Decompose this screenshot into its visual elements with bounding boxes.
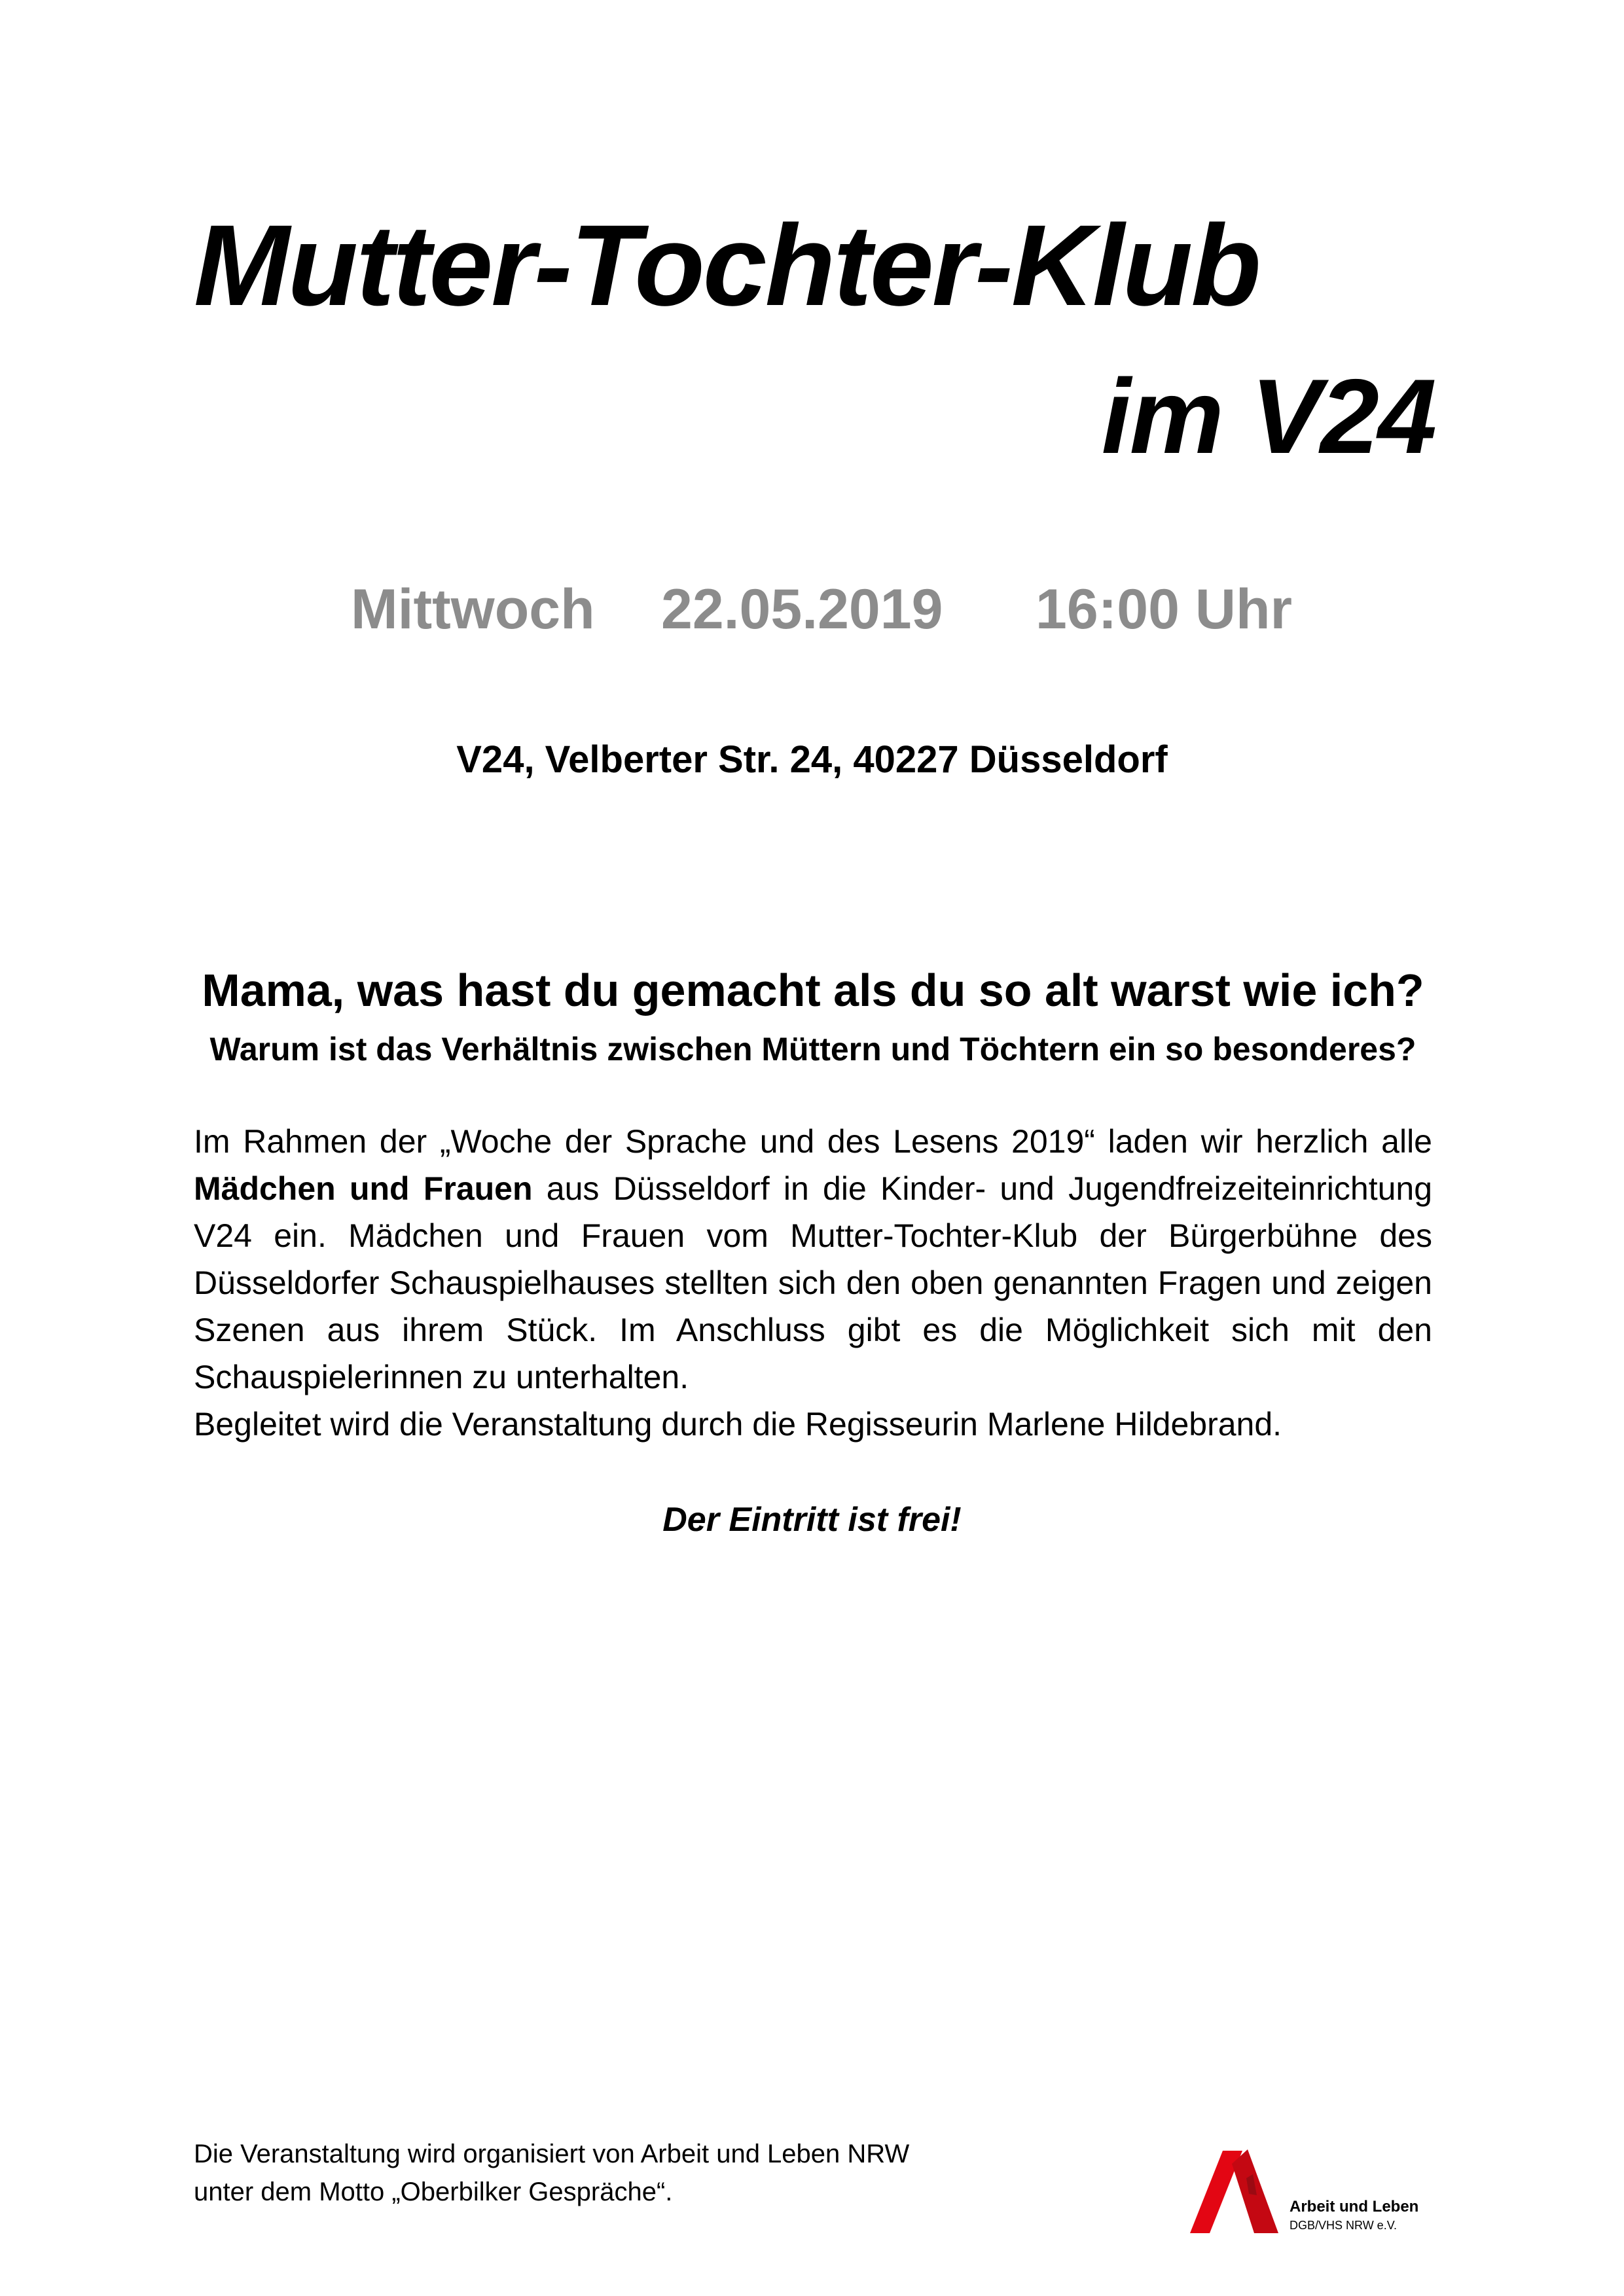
event-address: V24, Velberter Str. 24, 40227 Düsseldorf bbox=[456, 738, 1168, 781]
body-text bbox=[194, 1118, 1432, 1448]
footer-line-1: Die Veranstaltung wird organisiert von Arbeit und Leben NRW bbox=[194, 2140, 910, 2168]
body-paragraph-2: Begleitet wird die Veranstaltung durch die Regisseurin Marlene Hildebrand. bbox=[194, 1406, 1282, 1443]
footer-note bbox=[194, 2135, 909, 2211]
closing-note: Der Eintritt ist frei! bbox=[662, 1501, 962, 1539]
body-paragraph bbox=[194, 1118, 1432, 1401]
body-emphasis: Mädchen und Frauen bbox=[194, 1170, 533, 1207]
logo-subtitle: DGB/VHS NRW e.V. bbox=[1290, 2219, 1398, 2232]
event-day: Mittwoch bbox=[351, 578, 595, 641]
page-title: Mutter-Tochter-Klub bbox=[194, 202, 1259, 330]
body-text-part1: Im Rahmen der „Woche der Sprache und des Lesens 2019“ laden wir herzlich alle bbox=[194, 1123, 1432, 1160]
event-time: 16:00 Uhr bbox=[1036, 578, 1292, 641]
logo-name: Arbeit und Leben bbox=[1290, 2198, 1419, 2215]
intro-subheadline: Warum ist das Verhältnis zwischen Müttern und Töchtern ein so besonderes? bbox=[209, 1031, 1416, 1067]
arbeit-und-leben-logo-icon bbox=[1183, 2135, 1288, 2246]
page-subtitle: im V24 bbox=[1101, 357, 1435, 476]
organization-logo bbox=[1183, 2135, 1458, 2246]
body-text-part2: aus Düsseldorf in die Kinder- und Jugendfreizeiteinrichtung V24 ein. Mädchen und Frauen vom Mutter-Tochter-Klub der Bürgerbühne des Düsseldorfer Schauspielhauses stellten sich den oben genannten Fragen und zeigen Szenen aus ihrem Stück. Im Anschluss gibt es die Möglichkeit sich mit den Schauspielerinnen zu unterhalten. bbox=[194, 1170, 1433, 1395]
intro-headline: Mama, was hast du gemacht als du so alt warst wie ich? bbox=[202, 965, 1424, 1016]
event-date: 22.05.2019 bbox=[661, 578, 943, 641]
footer-line-2: unter dem Motto „Oberbilker Gespräche“. bbox=[194, 2178, 673, 2206]
